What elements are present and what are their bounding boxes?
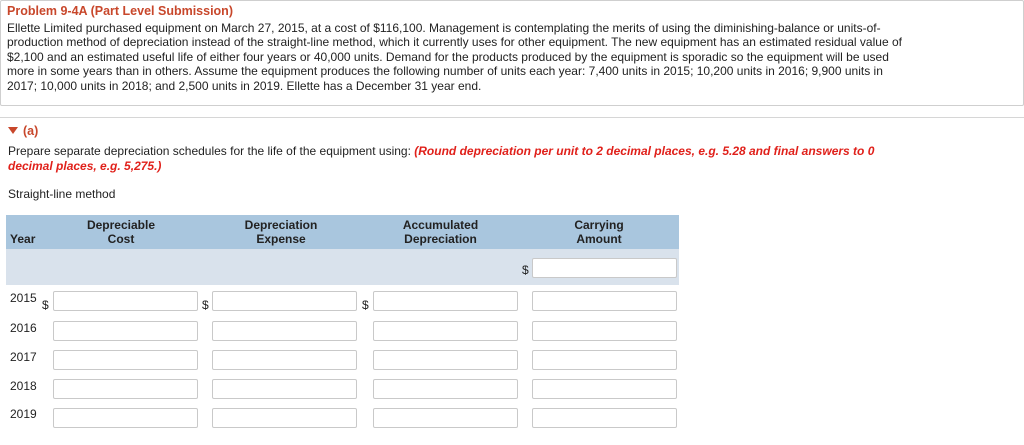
year-cell: 2018 bbox=[10, 379, 37, 393]
depreciation-expense-input-2016[interactable] bbox=[212, 321, 357, 341]
currency-symbol: $ bbox=[522, 263, 529, 277]
year-cell: 2015 bbox=[10, 291, 37, 305]
carrying-amount-input-2015[interactable] bbox=[532, 291, 677, 311]
problem-text bbox=[7, 21, 1017, 93]
carrying-amount-input-2018[interactable] bbox=[532, 379, 677, 399]
problem-line: production method of depreciation instead of the straight-line method, which it currently uses for other equipment. The new equipment has an estimated residual value of bbox=[7, 35, 902, 50]
problem-line: 2017; 10,000 units in 2018; and 2,500 units in 2019. Ellette has a December 31 year end. bbox=[7, 78, 482, 93]
instruction-text: Prepare separate depreciation schedules for the life of the equipment using: bbox=[8, 144, 415, 158]
rounding-note: (Round depreciation per unit to 2 decimal places, e.g. 5.28 and final answers to 0 bbox=[414, 144, 875, 158]
depreciation-expense-input-2019[interactable] bbox=[212, 408, 357, 428]
initial-carrying-amount-input[interactable] bbox=[532, 258, 677, 278]
year-cell: 2017 bbox=[10, 350, 37, 364]
col-header-line: Expense bbox=[256, 232, 306, 246]
col-header-line: Cost bbox=[107, 232, 135, 246]
problem-line: more in some years than in others. Assume the equipment produces the following number of units each year: 7,400 units in 2015; 10,200 units in 2016; 9,900 units in bbox=[7, 64, 883, 79]
part-a-toggle[interactable] bbox=[8, 124, 38, 138]
depreciation-expense-input-2018[interactable] bbox=[212, 379, 357, 399]
col-depreciable-cost bbox=[76, 218, 166, 246]
currency-symbol: $ bbox=[362, 298, 369, 312]
depreciable-cost-input-2015[interactable] bbox=[53, 291, 198, 311]
accumulated-depreciation-input-2019[interactable] bbox=[373, 408, 518, 428]
accumulated-depreciation-input-2018[interactable] bbox=[373, 379, 518, 399]
col-header-line: Carrying bbox=[574, 218, 624, 232]
col-accumulated-depreciation bbox=[388, 218, 493, 246]
problem-panel bbox=[0, 0, 1024, 106]
problem-line: $2,100 and an estimated useful life of either four years or 40,000 units. Demand for the products produced by the equipment is sporadic so the equipment will be used bbox=[7, 49, 889, 64]
depreciation-expense-input-2017[interactable] bbox=[212, 350, 357, 370]
section-divider bbox=[0, 117, 1024, 118]
col-carrying-amount bbox=[554, 218, 644, 246]
col-header-line: Depreciation bbox=[244, 218, 318, 232]
accumulated-depreciation-input-2016[interactable] bbox=[373, 321, 518, 341]
col-header-line: Depreciable bbox=[86, 218, 156, 232]
currency-symbol: $ bbox=[202, 298, 209, 312]
problem-line: Ellette Limited purchased equipment on March 27, 2015, at a cost of $116,100. Management is contemplating the merits of using the diminishing-balance or units-of- bbox=[7, 21, 881, 35]
depreciable-cost-input-2018[interactable] bbox=[53, 379, 198, 399]
table-header bbox=[6, 215, 679, 249]
col-depreciation-expense bbox=[231, 218, 331, 246]
col-header-line: Accumulated bbox=[402, 218, 479, 232]
depreciation-expense-input-2015[interactable] bbox=[212, 291, 357, 311]
rounding-note-cont: decimal places, e.g. 5,275.) bbox=[8, 158, 162, 173]
accumulated-depreciation-input-2017[interactable] bbox=[373, 350, 518, 370]
currency-symbol: $ bbox=[42, 298, 49, 312]
depreciable-cost-input-2016[interactable] bbox=[53, 321, 198, 341]
carrying-amount-input-2019[interactable] bbox=[532, 408, 677, 428]
carrying-amount-input-2016[interactable] bbox=[532, 321, 677, 341]
method-label: Straight-line method bbox=[8, 187, 116, 201]
col-year: Year bbox=[10, 232, 36, 246]
problem-title: Problem 9-4A (Part Level Submission) bbox=[7, 4, 233, 18]
year-cell: 2019 bbox=[10, 407, 37, 421]
carrying-amount-input-2017[interactable] bbox=[532, 350, 677, 370]
collapse-triangle-icon bbox=[8, 127, 18, 134]
initial-row bbox=[6, 249, 679, 285]
depreciable-cost-input-2019[interactable] bbox=[53, 408, 198, 428]
accumulated-depreciation-input-2015[interactable] bbox=[373, 291, 518, 311]
instructions bbox=[8, 144, 1018, 173]
depreciable-cost-input-2017[interactable] bbox=[53, 350, 198, 370]
part-a-label: (a) bbox=[23, 124, 39, 138]
instruction-line-1 bbox=[8, 144, 1018, 159]
col-header-line: Depreciation bbox=[404, 232, 477, 246]
col-header-line: Amount bbox=[576, 232, 622, 246]
year-cell: 2016 bbox=[10, 321, 37, 335]
